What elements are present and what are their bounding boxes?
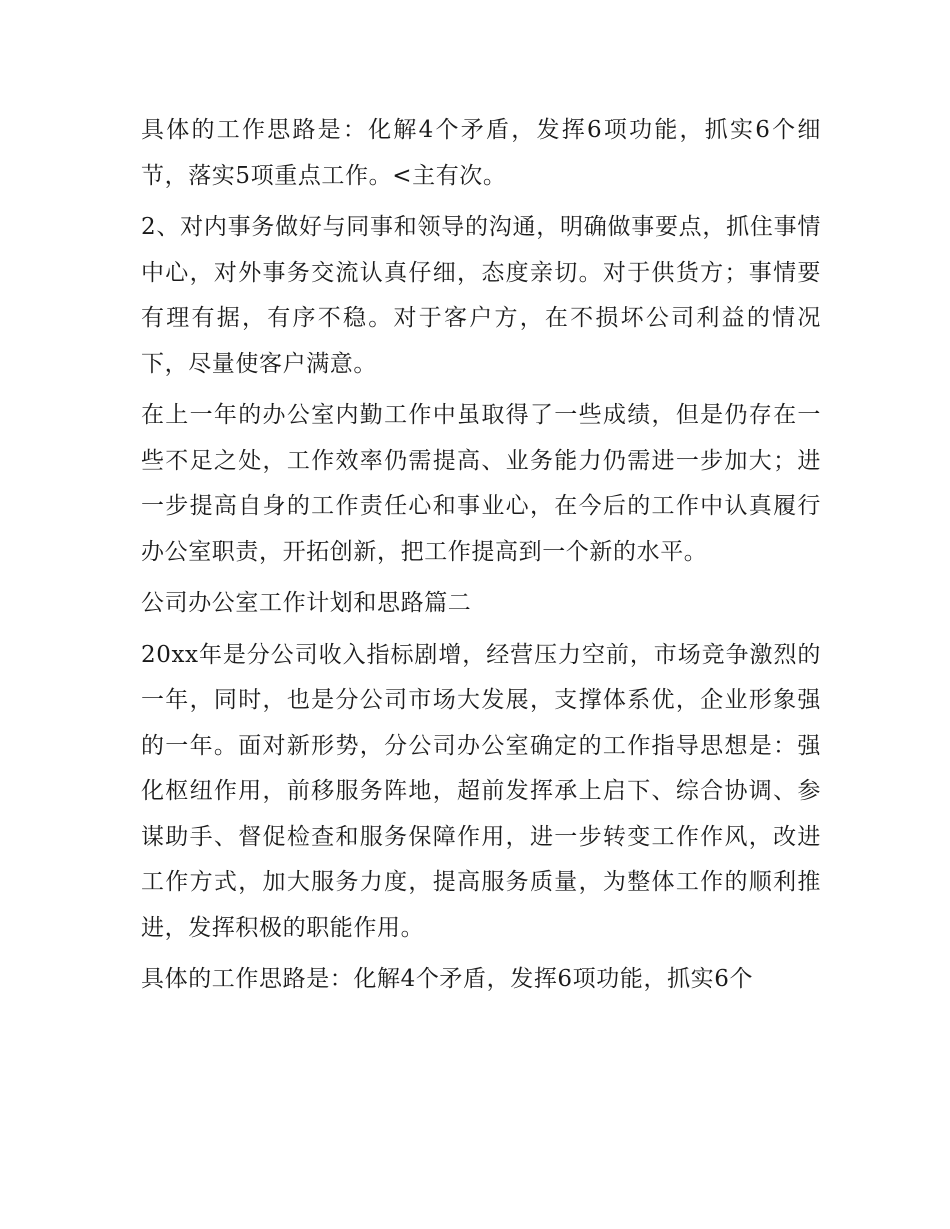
section-heading: 公司办公室工作计划和思路篇二 (141, 590, 472, 616)
paragraph-work-approach: 具体的工作思路是：化解4个矛盾，发挥6项功能，抓实6个细节，落实5项重点工作。<主有次。 (141, 117, 821, 189)
paragraph-guiding-thought: 20xx年是分公司收入指标剧增，经营压力空前，市场竞争激烈的一年，同时，也是分公司市场大发展，支撑体系优，企业形象强的一年。面对新形势，分公司办公室确定的工作指导思想是：强化枢纽作用，前移服务阵地，超前发挥承上启下、综合协调、参谋助手、督促检查和服务保障作用，进一步转变工作作风，改进工作方式，加大服务力度，提高服务质量，为整体工作的顺利推进，发挥积极的职能作用。 (141, 641, 821, 941)
document-body (141, 108, 821, 1009)
paragraph-work-approach-repeat: 具体的工作思路是：化解4个矛盾，发挥6项功能，抓实6个 (141, 966, 754, 992)
paragraph-communication: 2、对内事务做好与同事和领导的沟通，明确做事要点，抓住事情中心，对外事务交流认真仔细，态度亲切。对于供货方；事情要有理有据，有序不稳。对于客户方，在不损坏公司利益的情况下，尽量使客户满意。 (141, 214, 821, 377)
paragraph-shortcomings: 在上一年的办公室内勤工作中虽取得了一些成绩，但是仍存在一些不足之处，工作效率仍需提高、业务能力仍需进一步加大；进一步提高自身的工作责任心和事业心，在今后的工作中认真履行办公室职责，开拓创新，把工作提高到一个新的水平。 (141, 402, 821, 565)
